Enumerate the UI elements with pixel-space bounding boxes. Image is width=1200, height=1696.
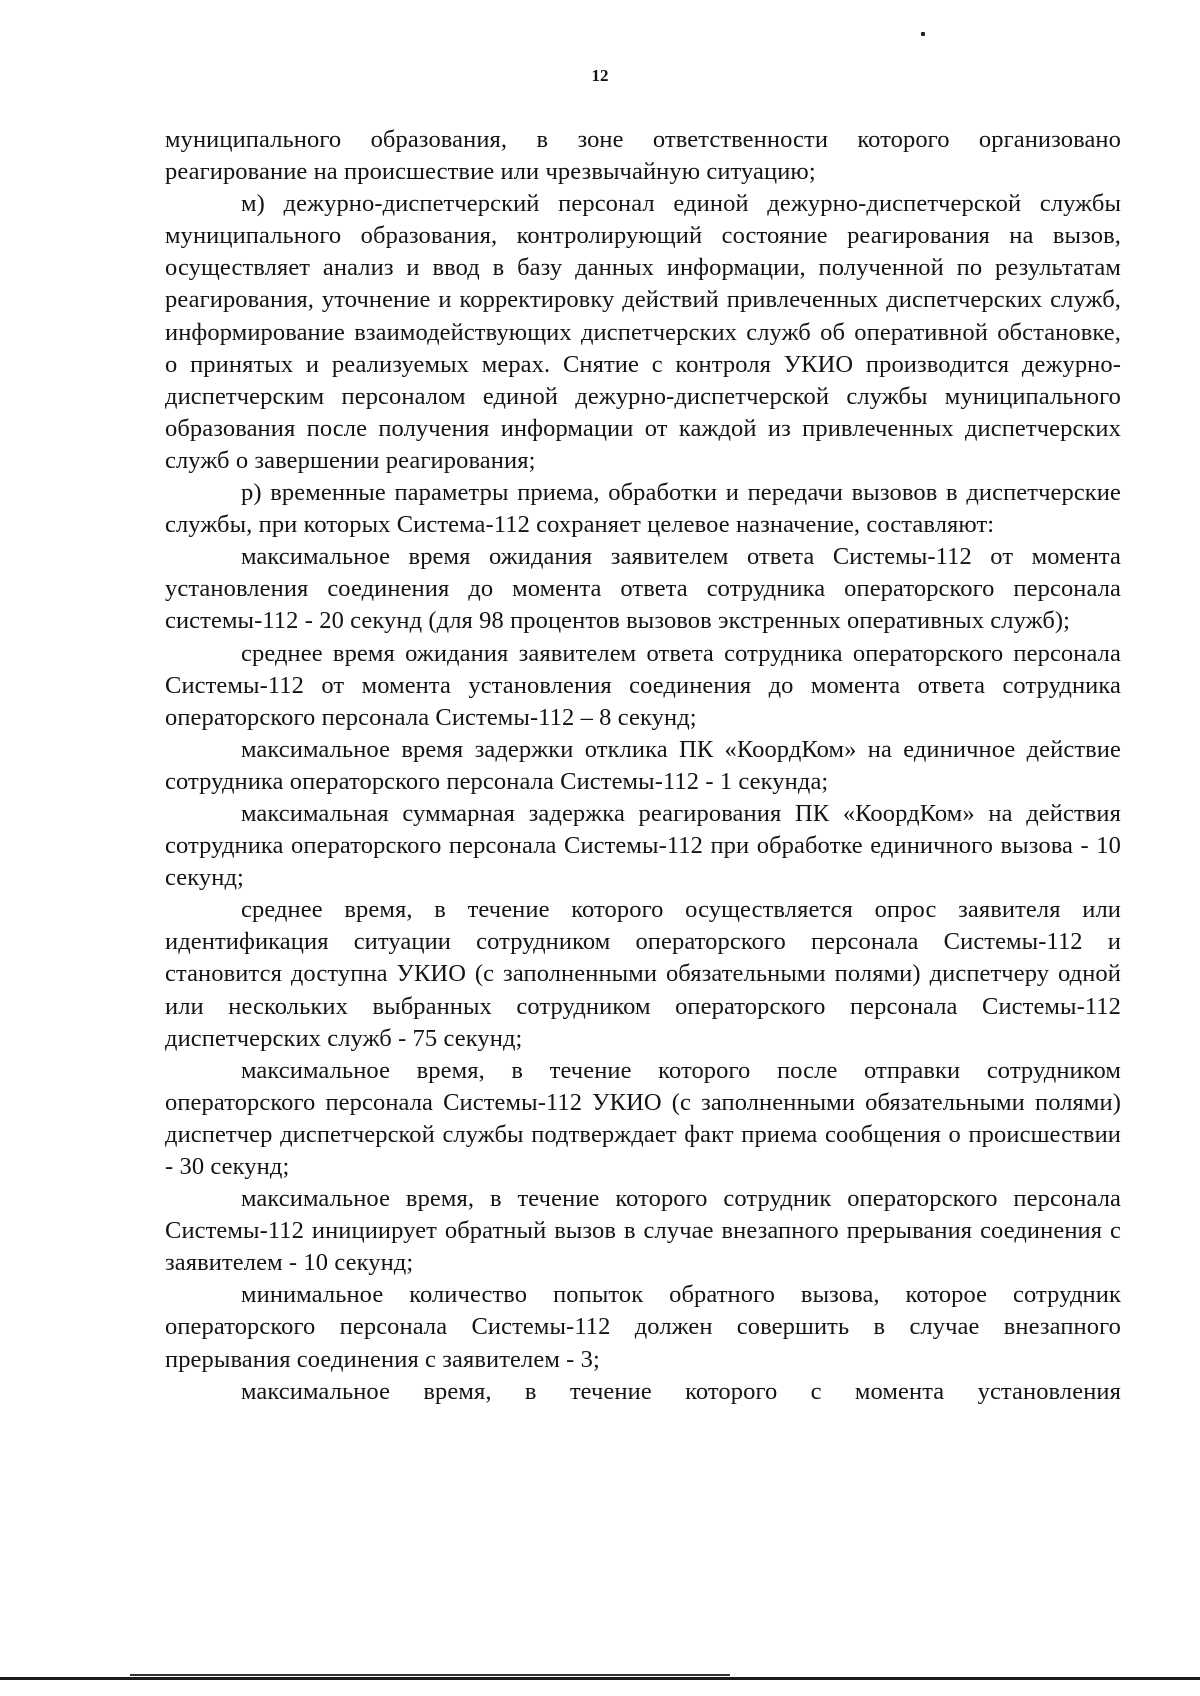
paragraph-avg-wait-time: среднее время ожидания заявителем ответа сотрудника операторского персонала Системы-112 от момента установления соединения до момента ответа сотрудника операторского персонала Системы-112 – 8 секунд; xyxy=(165,639,1121,731)
paragraph-response-delay: максимальное время задержки отклика ПК «КоордКом» на единичное действие сотрудника операторского персонала Системы-112 - 1 секунда; xyxy=(165,735,1121,795)
paragraph-total-delay: максимальная суммарная задержка реагирования ПК «КоордКом» на действия сотрудника операторского персонала Системы-112 при обработке единичного вызова - 10 секунд; xyxy=(165,799,1121,892)
scan-edge-shadow xyxy=(130,1674,730,1676)
paragraph-max-wait-time: максимальное время ожидания заявителем ответа Системы-112 от момента установления соединения до момента ответа сотрудника операторского персонала системы-112 - 20 секунд (для 98 процентов вызовов экстренных оперативных служб); xyxy=(165,543,1121,635)
scan-bottom-edge xyxy=(0,1677,1200,1680)
scan-speck xyxy=(921,32,925,36)
document-body xyxy=(165,124,1121,1408)
paragraph-truncated: максимальное время, в течение которого с момента установления xyxy=(241,1377,1121,1405)
paragraph-callback-attempts: минимальное количество попыток обратного вызова, которое сотрудник операторского персонала Системы-112 должен совершить в случае внезапного прерывания соединения с заявителем - 3; xyxy=(165,1281,1121,1373)
paragraph-item-r: р) временные параметры приема, обработки и передачи вызовов в диспетчерские службы, при которых Система-112 сохраняет целевое назначение, составляют: xyxy=(165,479,1121,539)
paragraph-continuation: муниципального образования, в зоне ответственности которого организовано реагирование на происшествие или чрезвычайную ситуацию; xyxy=(165,126,1121,186)
paragraph-avg-interview-time: среднее время, в течение которого осуществляется опрос заявителя или идентификация ситуации сотрудником операторского персонала Системы-112 и становится доступна УКИО (с заполненными обязательными полями) диспетчеру одной или нескольких выбранных сотрудником операторского персонала Системы-112 диспетчерских служб - 75 секунд; xyxy=(165,896,1121,1052)
page-number: 12 xyxy=(591,66,609,85)
paragraph-confirmation-time: максимальное время, в течение которого после отправки сотрудником операторского персонала Системы-112 УКИО (с заполненными обязательными полями) диспетчер диспетчерской службы подтверждает факт приема сообщения о происшествии - 30 секунд; xyxy=(165,1056,1121,1180)
paragraph-callback-time: максимальное время, в течение которого сотрудник операторского персонала Системы-112 инициирует обратный вызов в случае внезапного прерывания соединения с заявителем - 10 секунд; xyxy=(165,1185,1121,1277)
paragraph-item-m: м) дежурно-диспетчерский персонал единой дежурно-диспетчерской службы муниципального образования, контролирующий состояние реагирования на вызов, осуществляет анализ и ввод в базу данных информации, полученной по результатам реагирования, уточнение и корректировку действий привлеченных диспетчерских служб, информирование взаимодействующих диспетчерских служб об оперативной обстановке, о принятых и реализуемых мерах. Снятие с контроля УКИО производится дежурно-диспетчерским персоналом единой дежурно-диспетчерской службы муниципального образования после получения информации от каждой из привлеченных диспетчерских служб о завершении реагирования; xyxy=(165,190,1121,474)
